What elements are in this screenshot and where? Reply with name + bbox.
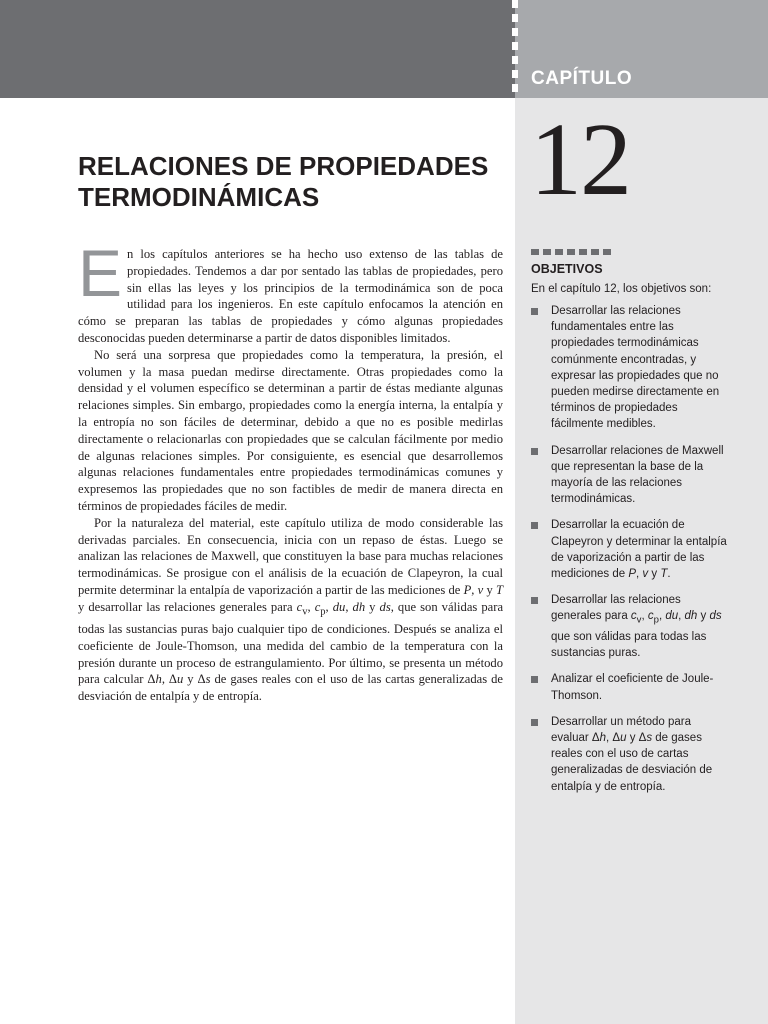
objectives-dashes — [531, 249, 611, 255]
objective-item: Desarrollar las relaciones fundamentales entre las propiedades termodinámicas comúnmente encontradas, y expresar las propiedades que no pueden medirse directamente en términos de propiedades fácilmente medibles. — [531, 303, 731, 433]
header-band — [0, 0, 515, 98]
objective-item: Analizar el coeficiente de Joule-Thomson. — [531, 671, 731, 703]
objective-item: Desarrollar las relaciones generales para $c_v$, $c_p$, du, dh y ds que son válidas para todas las sustancias puras. — [531, 592, 731, 661]
objectives-heading: OBJETIVOS — [531, 262, 603, 276]
paragraph-2: No será una sorpresa que propiedades como la temperatura, la presión, el volumen y la masa puedan medirse directamente. Otras propiedades como la densidad y el volumen específico se determinan a partir de éstas mediante algunas relaciones simples. Sin embargo, propiedades como la energía interna, la entalpía y la entropía no son fáciles de determinar, debido a que no es posible medirlas directamente o relacionarlas con propiedades que se calculan fácilmente por medio de algunas relaciones simples. Por consiguiente, es esencial que desarrollemos algunas relaciones fundamentales entre propiedades termodinámicas comunes y expresemos las propiedades que no son factibles de medir de manera directa en términos de propiedades fáciles de medir. — [78, 347, 503, 513]
square-bullet-icon — [531, 308, 538, 315]
square-bullet-icon — [531, 597, 538, 604]
objectives-list — [531, 303, 731, 805]
square-bullet-icon — [531, 719, 538, 726]
chapter-title-line-2: TERMODINÁMICAS — [78, 182, 320, 212]
square-bullet-icon — [531, 522, 538, 529]
dashed-divider — [512, 0, 518, 98]
chapter-number: 12 — [530, 102, 630, 217]
square-bullet-icon — [531, 676, 538, 683]
chapter-label: CAPÍTULO — [531, 68, 633, 89]
objectives-intro: En el capítulo 12, los objetivos son: — [531, 283, 712, 295]
drop-cap: E — [78, 236, 123, 310]
paragraph-1: En los capítulos anteriores se ha hecho uso extenso de las tablas de propiedades. Tendemos a dar por sentado las tablas de propiedades, pero sin ellas las leyes y los principios de la termodinámica son de poca utilidad para los ingenieros. En este capítulo enfocamos la atención en cómo se preparan las tablas de propiedades y cómo algunas propiedades desconocidas pueden determinarse a partir de datos disponibles limitados. — [78, 236, 503, 345]
objective-item: Desarrollar relaciones de Maxwell que representan la base de la mayoría de las relaciones termodinámicas. — [531, 443, 731, 508]
chapter-title — [78, 151, 508, 213]
objective-item: Desarrollar la ecuación de Clapeyron y determinar la entalpía de vaporización a partir de las mediciones de P, v y T. — [531, 517, 731, 582]
objective-item: Desarrollar un método para evaluar Δh, Δu y Δs de gases reales con el uso de cartas generalizadas de desviación de entalpía y de entropía. — [531, 714, 731, 795]
chapter-title-line-1: RELACIONES DE PROPIEDADES — [78, 151, 489, 181]
square-bullet-icon — [531, 448, 538, 455]
chapter-intro-text — [78, 236, 504, 705]
paragraph-3: Por la naturaleza del material, este capítulo utiliza de modo considerable las derivadas parciales. En consecuencia, inicia con un repaso de éstas. Luego se analizan las relaciones de Maxwell, que constituyen la base para muchas relaciones termodinámicas. Se prosigue con el análisis de la ecuación de Clapeyron, la cual permite determinar la entalpía de vaporización a partir de las mediciones de P, v y T y desarrollar las relaciones generales para $c_v$, $c_p$, du, dh y ds, que son válidas para todas las sustancias puras bajo cualquier tipo de condiciones. Después se analiza el coeficiente de Joule-Thomson, una medida del cambio de la temperatura con la presión durante un proceso de estrangulamiento. Por último, se presenta un método para calcular Δh, Δu y Δs de gases reales con el uso de las cartas generalizadas de desviación de entalpía y de entropía. — [78, 515, 504, 704]
